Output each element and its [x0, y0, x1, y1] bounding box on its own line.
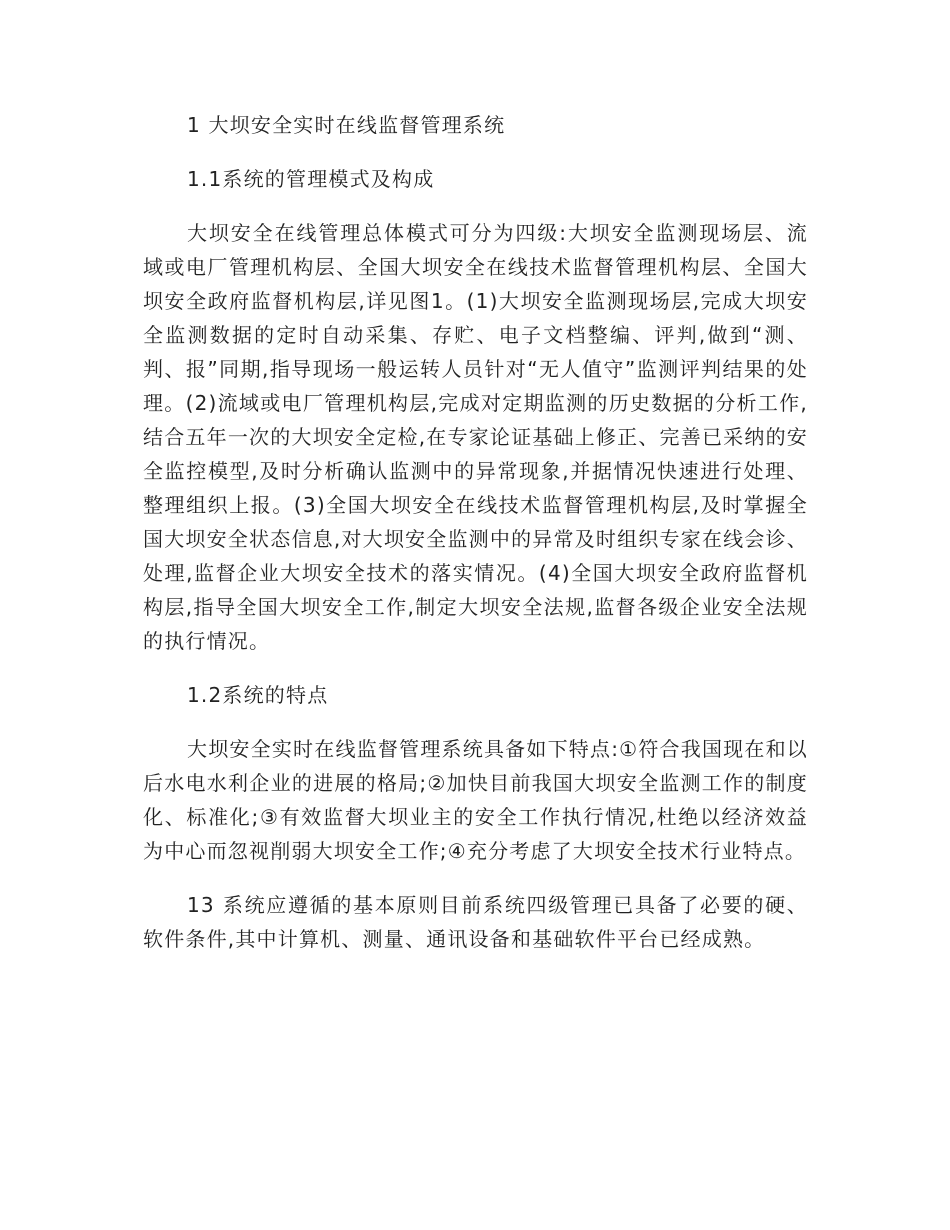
section-heading-1-2: 1.2系统的特点: [187, 683, 329, 707]
paragraph-system-features: 大坝安全实时在线监督管理系统具备如下特点:①符合我国现在和以后水电水利企业的进展的格局;②加快目前我国大坝安全监测工作的制度化、标准化;③有效监督大坝业主的安全工作执行情况,杜绝以经济效益为中心而忽视削弱大坝安全工作;④充分考虑了大坝安全技术行业特点。: [143, 737, 808, 863]
document-body: [143, 108, 808, 976]
paragraph-management-mode: 大坝安全在线管理总体模式可分为四级:大坝安全监测现场层、流域或电厂管理机构层、全国大坝安全在线技术监督管理机构层、全国大坝安全政府监督机构层,详见图1。(1)大坝安全监测现场层,完成大坝安全监测数据的定时自动采集、存贮、电子文档整编、评判,做到“测、判、报”同期,指导现场一般运转人员针对“无人值守”监测评判结果的处理。(2)流域或电厂管理机构层,完成对定期监测的历史数据的分析工作,结合五年一次的大坝安全定检,在专家论证基础上修正、完善已采纳的安全监控模型,及时分析确认监测中的异常现象,并据情况快速进行处理、整理组织上报。(3)全国大坝安全在线技术监督管理机构层,及时掌握全国大坝安全状态信息,对大坝安全监测中的异常及时组织专家在线会诊、处理,监督企业大坝安全技术的落实情况。(4)全国大坝安全政府监督机构层,指导全国大坝安全工作,制定大坝安全法规,监督各级企业安全法规的执行情况。: [143, 221, 808, 653]
paragraph-basic-principles: 13 系统应遵循的基本原则目前系统四级管理已具备了必要的硬、软件条件,其中计算机、测量、通讯设备和基础软件平台已经成熟。: [143, 893, 808, 951]
section-heading-1-1: 1.1系统的管理模式及构成: [187, 167, 435, 191]
section-heading-1: 1 大坝安全实时在线监督管理系统: [187, 113, 506, 137]
